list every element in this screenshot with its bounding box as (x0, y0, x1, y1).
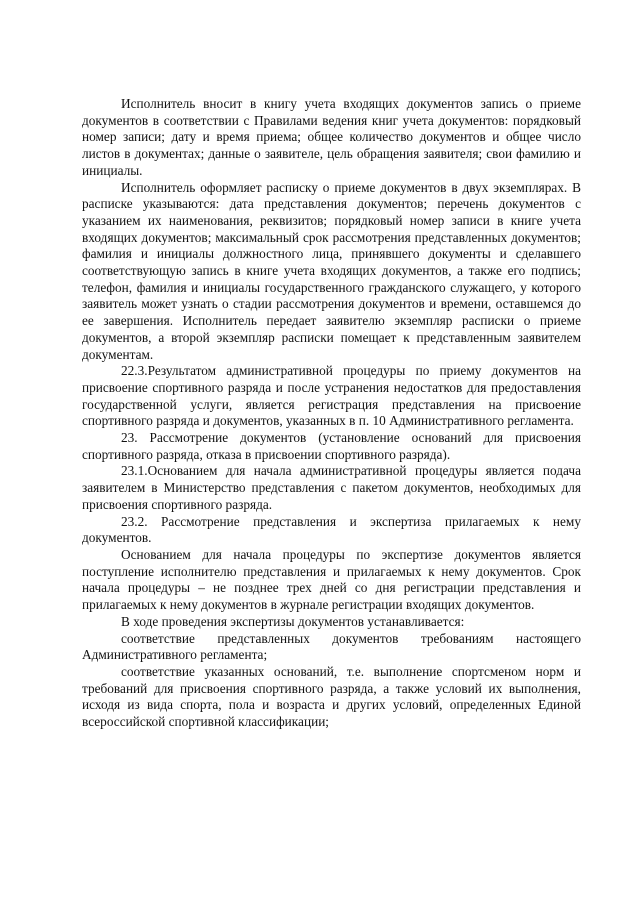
paragraph-expertise-intro: В ходе проведения экспертизы документов устанавливается: (121, 613, 465, 629)
paragraph-expertise-basis: Основанием для начала процедуры по экспертизе документов является поступление исполнителю представления и прилагаемых к нему документов. Срок начала процедуры – не позднее трех дней со дня регистрации представления и прилагаемых к нему документов в журнале регистрации входящих документов. (82, 546, 581, 613)
paragraph-compliance-grounds: соответствие указанных оснований, т.е. выполнение спортсменом норм и требований для присвоения спортивного разряда, а также условий их выполнения, исходя из вида спорта, пола и возраста и других условий, определенных Единой всероссийской спортивной классификации; (82, 663, 581, 730)
paragraph-23-heading: 23. Рассмотрение документов (установление оснований для присвоения спортивного разряда, отказа в присвоении спортивного разряда). (82, 430, 581, 462)
paragraph-23-2: 23.2. Рассмотрение представления и экспертиза прилагаемых к нему документов. (82, 513, 581, 546)
document-page (82, 96, 581, 731)
paragraph-23-1: 23.1.Основанием для начала административной процедуры является подача заявителем в Министерство представления с пакетом документов, необходимых для присвоения спортивного разряда. (82, 463, 581, 512)
paragraph-compliance-documents: соответствие представленных документов требованиям настоящего Административного регламента; (82, 630, 581, 663)
paragraph-22-3-result: 22.3.Результатом административной процедуры по приему документов на присвоение спортивного разряда и после устранения недостатков для предоставления государственной услуги, является регистрация представления на присвоение спортивного разряда и документов, указанных в п. 10 Административного регламента. (82, 363, 581, 429)
paragraph-registration-book: Исполнитель вносит в книгу учета входящих документов запись о приеме документов в соответствии с Правилами ведения книг учета документов: порядковый номер записи; дату и время приема; общее количество документов и общее число листов в документах; данные о заявителе, цель обращения заявителя; свои фамилию и инициалы. (82, 96, 581, 178)
paragraph-receipt: Исполнитель оформляет расписку о приеме документов в двух экземплярах. В расписке указываются: дата представления документов; перечень документов с указанием их наименования, реквизитов; порядковый номер записи в книге учета входящих документов; максимальный срок рассмотрения представленных документов; фамилия и инициалы должностного лица, принявшего документы и сделавшего соответствующую запись в книге учета входящих документов, а также его подпись; телефон, фамилия и инициалы государственного гражданского служащего, у которого заявитель может узнать о стадии рассмотрения документов и времени, оставшемся до ее завершения. Исполнитель передает заявителю экземпляр расписки о приеме документов, а второй экземпляр расписки помещает к представленным заявителем документам. (82, 179, 581, 362)
